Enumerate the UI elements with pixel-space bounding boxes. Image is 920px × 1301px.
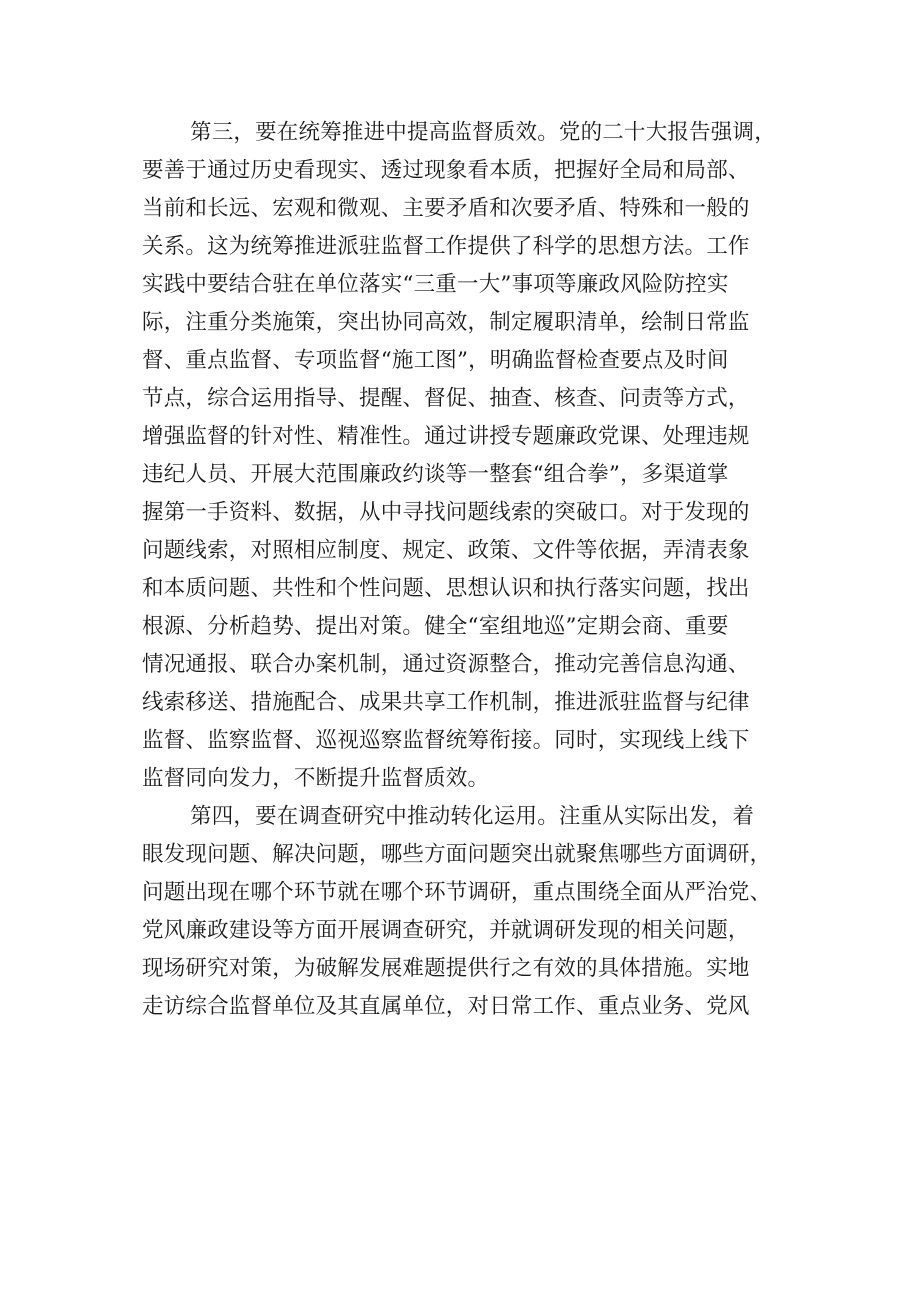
text-line: 督、重点监督、专项监督“施工图”，明确监督检查要点及时间	[142, 348, 729, 373]
text-line: 握第一手资料、数据，从中寻找问题线索的突破口。对于发现的	[142, 500, 750, 525]
text-line: 线索移送、措施配合、成果共享工作机制，推进派驻监督与纪律	[142, 690, 750, 715]
text-line: 走访综合监督单位及其直属单位，对日常工作、重点业务、党风	[142, 994, 750, 1019]
text-line: 实践中要结合驻在单位落实“三重一大”事项等廉政风险防控实	[142, 272, 729, 297]
text-line: 际，注重分类施策，突出协同高效，制定履职清单，绘制日常监	[142, 310, 750, 335]
text-line: 眼发现问题、解决问题，哪些方面问题突出就聚焦哪些方面调研，	[142, 842, 772, 867]
text-line: 节点，综合运用指导、提醒、督促、抽查、核查、问责等方式，	[142, 386, 750, 411]
text-line: 问题线索，对照相应制度、规定、政策、文件等依据，弄清表象	[142, 538, 750, 563]
text-line: 监督同向发力，不断提升监督质效。	[142, 766, 490, 791]
text-line: 和本质问题、共性和个性问题、思想认识和执行落实问题，找出	[142, 576, 750, 601]
text-line: 当前和长远、宏观和微观、主要矛盾和次要矛盾、特殊和一般的	[142, 196, 750, 221]
text-line: 违纪人员、开展大范围廉政约谈等一整套“组合拳”，多渠道掌	[142, 462, 729, 487]
text-line: 问题出现在哪个环节就在哪个环节调研，重点围绕全面从严治党、	[142, 880, 772, 905]
text-line: 情况通报、联合办案机制，通过资源整合，推动完善信息沟通、	[142, 652, 750, 677]
text-line: 现场研究对策，为破解发展难题提供行之有效的具体措施。实地	[142, 956, 750, 981]
text-line: 根源、分析趋势、提出对策。健全“室组地巡”定期会商、重要	[142, 614, 729, 639]
text-line: 监督、监察监督、巡视巡察监督统筹衔接。同时，实现线上线下	[142, 728, 750, 753]
text-line: 要善于通过历史看现实、透过现象看本质，把握好全局和局部、	[142, 158, 750, 183]
text-line: 党风廉政建设等方面开展调查研究，并就调研发现的相关问题，	[142, 918, 750, 943]
text-line: 关系。这为统筹推进派驻监督工作提供了科学的思想方法。工作	[142, 234, 750, 259]
text-line: 第三，要在统筹推进中提高监督质效。党的二十大报告强调，	[190, 120, 776, 145]
text-line: 第四，要在调查研究中推动转化运用。注重从实际出发，着	[190, 804, 755, 829]
text-line: 增强监督的针对性、精准性。通过讲授专题廉政党课、处理违规	[142, 424, 750, 449]
